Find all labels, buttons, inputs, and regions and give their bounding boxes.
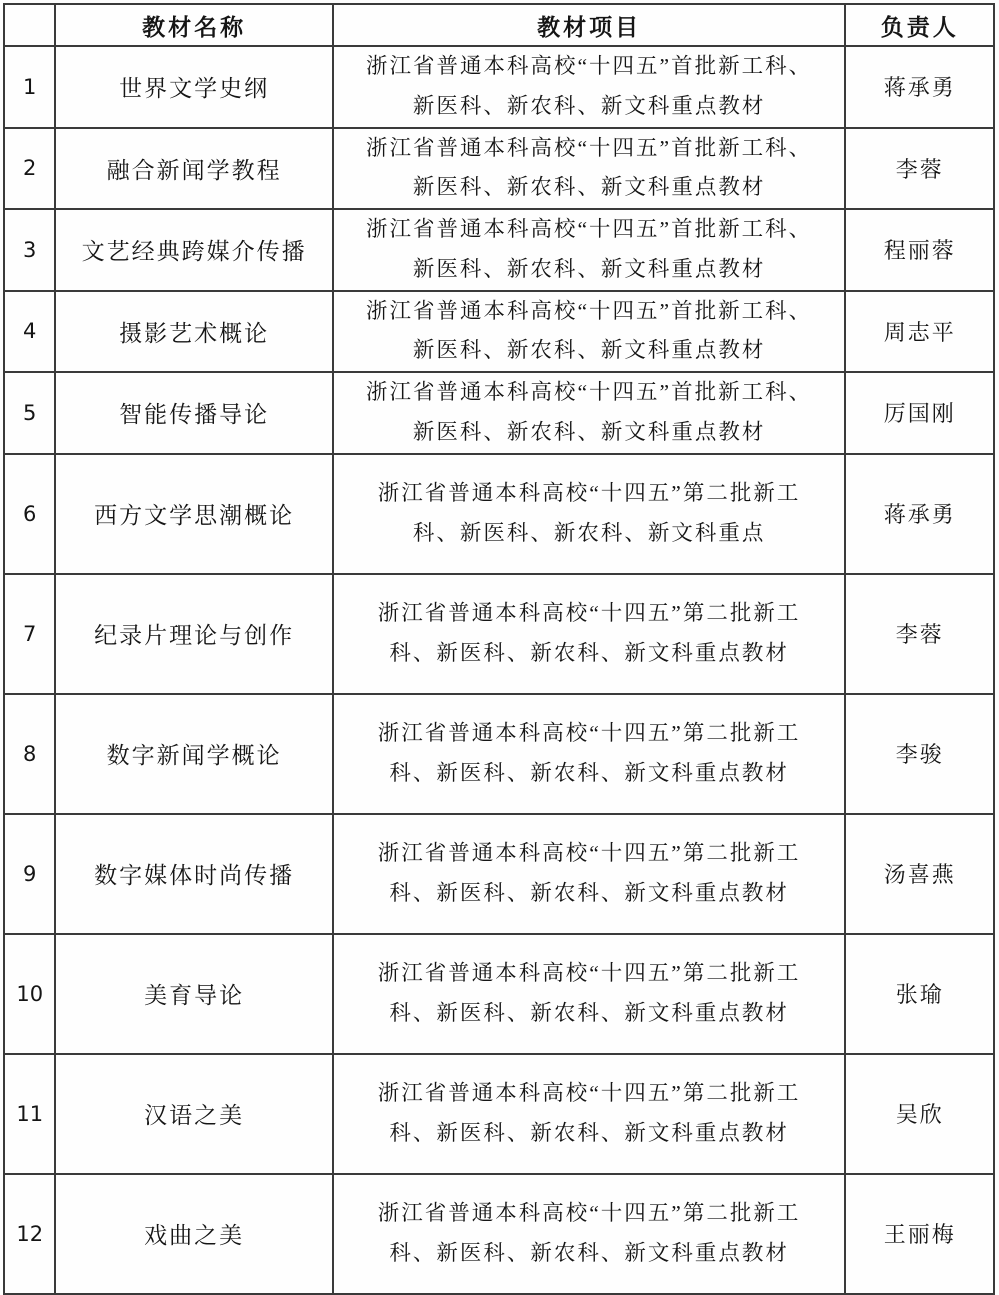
cell-project: 浙江省普通本科高校“十四五”首批新工科、新医科、新农科、新文科重点教材 <box>333 209 846 291</box>
textbook-table <box>3 3 995 1295</box>
cell-no: 7 <box>4 574 55 694</box>
cell-project: 浙江省普通本科高校“十四五”首批新工科、新医科、新农科、新文科重点教材 <box>333 46 846 128</box>
cell-person: 吴欣 <box>845 1054 994 1174</box>
cell-no: 6 <box>4 454 55 574</box>
table-row <box>4 934 994 1054</box>
cell-person: 王丽梅 <box>845 1174 994 1294</box>
cell-no: 11 <box>4 1054 55 1174</box>
table-row <box>4 454 994 574</box>
cell-project: 浙江省普通本科高校“十四五”第二批新工科、新医科、新农科、新文科重点教材 <box>333 694 846 814</box>
cell-name: 西方文学思潮概论 <box>55 454 332 574</box>
header-project: 教材项目 <box>333 4 846 46</box>
table-row <box>4 1174 994 1294</box>
cell-name: 数字媒体时尚传播 <box>55 814 332 934</box>
cell-person: 李蓉 <box>845 128 994 210</box>
table-body <box>4 46 994 1294</box>
cell-no: 12 <box>4 1174 55 1294</box>
cell-no: 1 <box>4 46 55 128</box>
cell-no: 5 <box>4 372 55 454</box>
cell-name: 数字新闻学概论 <box>55 694 332 814</box>
cell-project: 浙江省普通本科高校“十四五”第二批新工科、新医科、新农科、新文科重点教材 <box>333 1054 846 1174</box>
cell-project: 浙江省普通本科高校“十四五”第二批新工科、新医科、新农科、新文科重点 <box>333 454 846 574</box>
cell-person: 汤喜燕 <box>845 814 994 934</box>
cell-person: 周志平 <box>845 291 994 373</box>
cell-person: 李蓉 <box>845 574 994 694</box>
cell-person: 张瑜 <box>845 934 994 1054</box>
table-row <box>4 574 994 694</box>
cell-project: 浙江省普通本科高校“十四五”第二批新工科、新医科、新农科、新文科重点教材 <box>333 934 846 1054</box>
cell-name: 汉语之美 <box>55 1054 332 1174</box>
table-row <box>4 694 994 814</box>
table-row <box>4 1054 994 1174</box>
cell-no: 8 <box>4 694 55 814</box>
table-row <box>4 372 994 454</box>
cell-name: 纪录片理论与创作 <box>55 574 332 694</box>
table-row <box>4 128 994 210</box>
cell-project: 浙江省普通本科高校“十四五”第二批新工科、新医科、新农科、新文科重点教材 <box>333 1174 846 1294</box>
table-row <box>4 209 994 291</box>
cell-no: 3 <box>4 209 55 291</box>
cell-project: 浙江省普通本科高校“十四五”首批新工科、新医科、新农科、新文科重点教材 <box>333 291 846 373</box>
cell-no: 10 <box>4 934 55 1054</box>
table-row <box>4 291 994 373</box>
cell-name: 融合新闻学教程 <box>55 128 332 210</box>
header-person: 负责人 <box>845 4 994 46</box>
cell-person: 蒋承勇 <box>845 454 994 574</box>
cell-no: 9 <box>4 814 55 934</box>
header-name: 教材名称 <box>55 4 332 46</box>
cell-person: 蒋承勇 <box>845 46 994 128</box>
cell-project: 浙江省普通本科高校“十四五”首批新工科、新医科、新农科、新文科重点教材 <box>333 372 846 454</box>
header-row <box>4 4 994 46</box>
cell-no: 4 <box>4 291 55 373</box>
cell-project: 浙江省普通本科高校“十四五”第二批新工科、新医科、新农科、新文科重点教材 <box>333 814 846 934</box>
table-row <box>4 46 994 128</box>
cell-name: 美育导论 <box>55 934 332 1054</box>
cell-person: 李骏 <box>845 694 994 814</box>
cell-person: 厉国刚 <box>845 372 994 454</box>
cell-no: 2 <box>4 128 55 210</box>
cell-name: 戏曲之美 <box>55 1174 332 1294</box>
cell-name: 世界文学史纲 <box>55 46 332 128</box>
cell-name: 智能传播导论 <box>55 372 332 454</box>
cell-name: 文艺经典跨媒介传播 <box>55 209 332 291</box>
cell-name: 摄影艺术概论 <box>55 291 332 373</box>
table-row <box>4 814 994 934</box>
cell-person: 程丽蓉 <box>845 209 994 291</box>
header-index <box>4 4 55 46</box>
cell-project: 浙江省普通本科高校“十四五”首批新工科、新医科、新农科、新文科重点教材 <box>333 128 846 210</box>
cell-project: 浙江省普通本科高校“十四五”第二批新工科、新医科、新农科、新文科重点教材 <box>333 574 846 694</box>
